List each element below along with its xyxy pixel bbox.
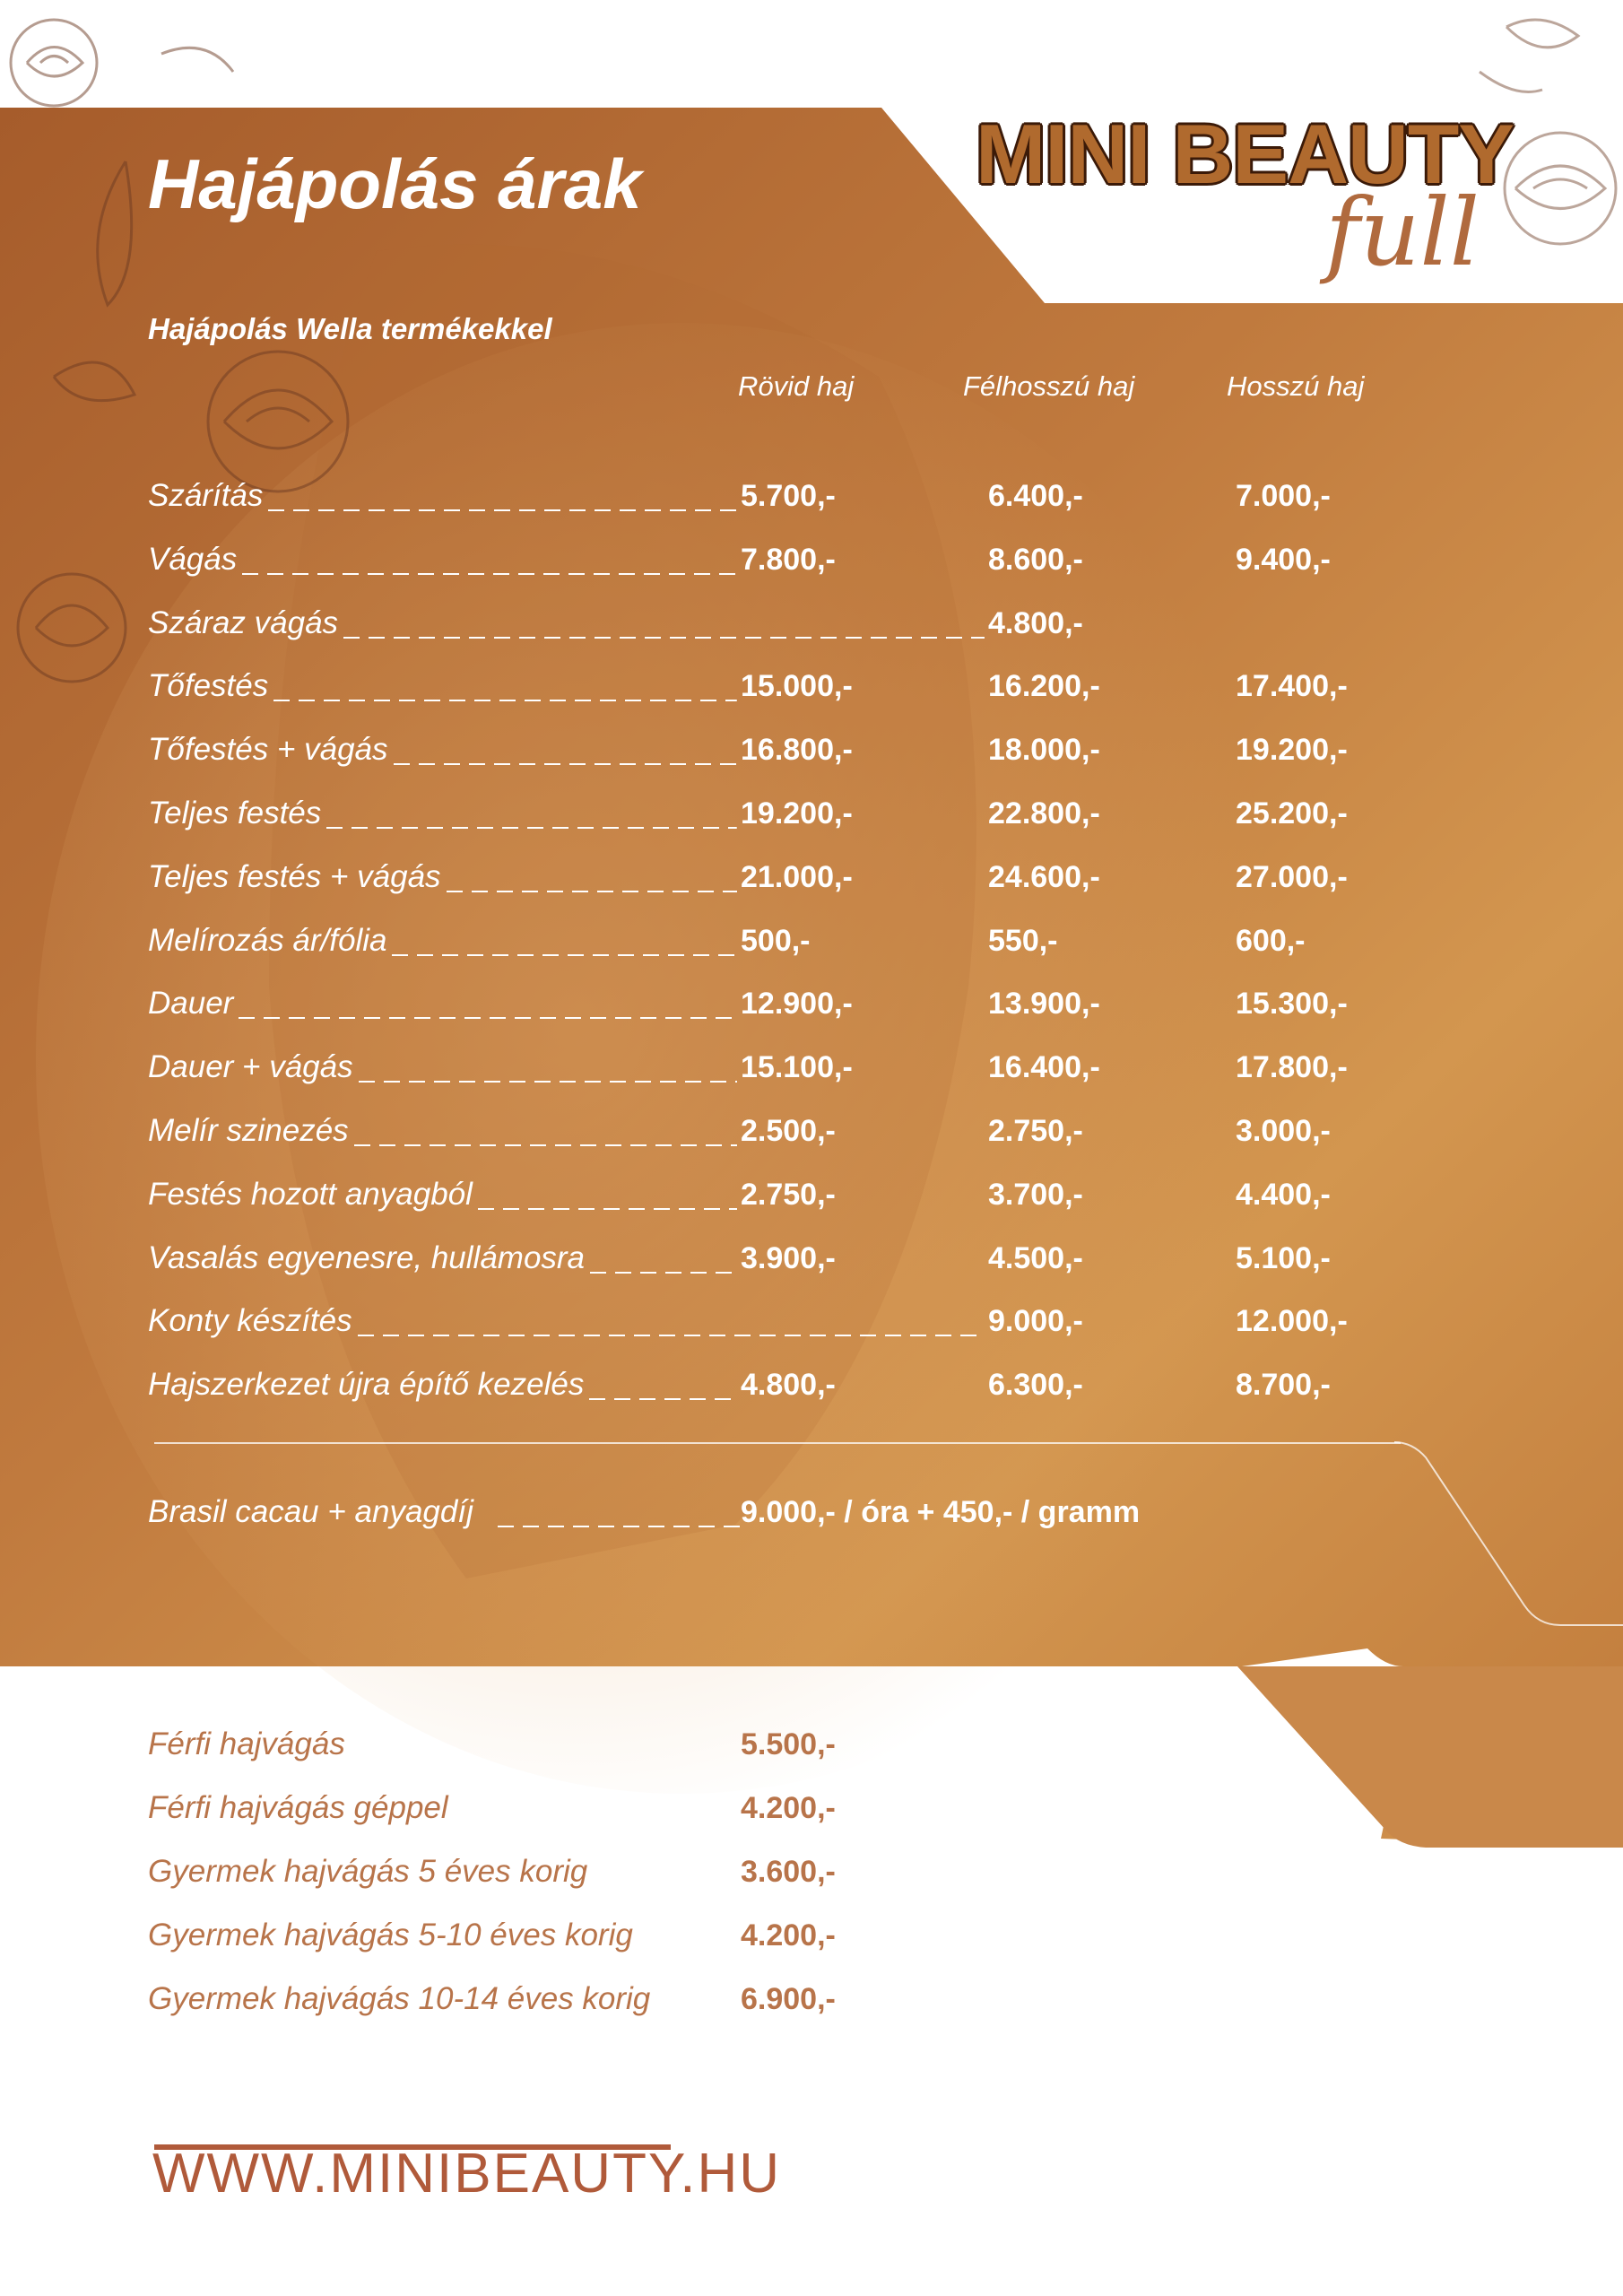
service-price: 3.000,-	[1236, 1114, 1331, 1148]
column-header-medium: Félhosszú haj	[963, 370, 1135, 402]
service-price: 6.400,-	[988, 479, 1083, 513]
column-header-short: Rövid haj	[738, 370, 855, 402]
service-price: 12.900,-	[741, 987, 853, 1021]
lower-service-price: 4.200,-	[741, 1918, 836, 1952]
service-price: 4.400,-	[1236, 1178, 1331, 1212]
column-header-long: Hosszú haj	[1227, 370, 1365, 402]
dash-leader	[478, 1207, 737, 1211]
service-price: 8.600,-	[988, 543, 1083, 577]
service-price: 500,-	[741, 924, 811, 958]
dash-leader	[392, 953, 737, 957]
dash-leader	[239, 1016, 737, 1020]
service-name: Száraz vágás	[148, 605, 339, 640]
service-price: 2.750,-	[741, 1178, 836, 1212]
service-price: 19.200,-	[1236, 733, 1348, 767]
service-name: Melírozás ár/fólia	[148, 923, 387, 958]
service-price: 15.300,-	[1236, 987, 1348, 1021]
logo-text: MINI BEAUTY	[976, 107, 1514, 201]
service-name: Konty készítés	[148, 1303, 352, 1338]
dash-leader	[358, 1334, 985, 1337]
service-price: 16.200,-	[988, 669, 1100, 703]
lower-service-name: Férfi hajvágás géppel	[148, 1790, 448, 1825]
logo-subtext: full	[1325, 178, 1480, 287]
service-price: 21.000,-	[741, 860, 853, 894]
lower-service-price: 4.200,-	[741, 1791, 836, 1825]
dash-leader	[242, 572, 737, 576]
dash-leader	[394, 762, 737, 766]
dash-leader	[498, 1525, 740, 1528]
service-name: Dauer + vágás	[148, 1049, 353, 1084]
lower-service-price: 6.900,-	[741, 1982, 836, 2016]
lower-service-name: Gyermek hajvágás 5 éves korig	[148, 1854, 588, 1889]
service-price: 7.800,-	[741, 543, 836, 577]
service-price: 16.800,-	[741, 733, 853, 767]
service-name: Tőfestés + vágás	[148, 732, 388, 767]
service-price: 9.400,-	[1236, 543, 1331, 577]
special-service-name: Brasil cacau + anyagdíj	[148, 1494, 473, 1529]
service-price: 5.100,-	[1236, 1241, 1331, 1275]
service-name: Vasalás egyenesre, hullámosra	[148, 1240, 586, 1275]
service-price: 2.500,-	[741, 1114, 836, 1148]
lower-service-name: Gyermek hajvágás 5-10 éves korig	[148, 1918, 633, 1952]
service-price: 8.700,-	[1236, 1368, 1331, 1402]
service-price: 6.300,-	[988, 1368, 1083, 1402]
service-name: Melír szinezés	[148, 1113, 349, 1148]
dash-leader	[359, 1080, 737, 1083]
service-price: 4.800,-	[741, 1368, 836, 1402]
service-price: 16.400,-	[988, 1050, 1100, 1084]
service-price: 27.000,-	[1236, 860, 1348, 894]
dash-leader	[268, 509, 737, 512]
service-price: 19.200,-	[741, 796, 853, 831]
dash-leader	[326, 826, 737, 830]
service-price: 600,-	[1236, 924, 1306, 958]
service-name: Dauer	[148, 986, 234, 1021]
service-price: 550,-	[988, 924, 1058, 958]
service-price: 3.700,-	[988, 1178, 1083, 1212]
service-price: 25.200,-	[1236, 796, 1348, 831]
service-price: 12.000,-	[1236, 1304, 1348, 1338]
service-price: 9.000,-	[988, 1304, 1083, 1338]
dash-leader	[343, 636, 985, 639]
service-price: 15.100,-	[741, 1050, 853, 1084]
service-name: Teljes festés + vágás	[148, 859, 441, 894]
lower-service-price: 3.600,-	[741, 1855, 836, 1889]
dash-leader	[273, 699, 737, 702]
service-price: 18.000,-	[988, 733, 1100, 767]
service-price: 17.400,-	[1236, 669, 1348, 703]
service-name: Hajszerkezet újra építő kezelés	[148, 1367, 585, 1402]
lower-service-name: Gyermek hajvágás 10-14 éves korig	[148, 1981, 651, 2016]
service-price: 24.600,-	[988, 860, 1100, 894]
service-name: Szárítás	[148, 478, 264, 513]
service-name: Teljes festés	[148, 796, 322, 831]
service-name: Vágás	[148, 542, 238, 577]
section-subtitle: Hajápolás Wella termékekkel	[148, 312, 552, 345]
service-price: 4.500,-	[988, 1241, 1083, 1275]
service-price: 2.750,-	[988, 1114, 1083, 1148]
service-price: 4.800,-	[988, 606, 1083, 640]
dash-leader	[354, 1144, 737, 1147]
service-price: 7.000,-	[1236, 479, 1331, 513]
website-url[interactable]: WWW.MINIBEAUTY.HU	[152, 2143, 782, 2205]
dash-leader	[447, 890, 737, 893]
service-price: 3.900,-	[741, 1241, 836, 1275]
lower-service-name: Férfi hajvágás	[148, 1726, 345, 1761]
dash-leader	[590, 1271, 737, 1274]
page-title: Hajápolás árak	[148, 144, 642, 223]
lower-service-price: 5.500,-	[741, 1727, 836, 1761]
service-price: 5.700,-	[741, 479, 836, 513]
service-price: 17.800,-	[1236, 1050, 1348, 1084]
dash-leader	[589, 1397, 737, 1401]
special-service-price: 9.000,- / óra + 450,- / gramm	[741, 1495, 1141, 1529]
divider	[154, 1442, 1401, 1444]
service-name: Festés hozott anyagból	[148, 1177, 473, 1212]
service-price: 15.000,-	[741, 669, 853, 703]
service-name: Tőfestés	[148, 668, 269, 703]
service-price: 22.800,-	[988, 796, 1100, 831]
service-price: 13.900,-	[988, 987, 1100, 1021]
